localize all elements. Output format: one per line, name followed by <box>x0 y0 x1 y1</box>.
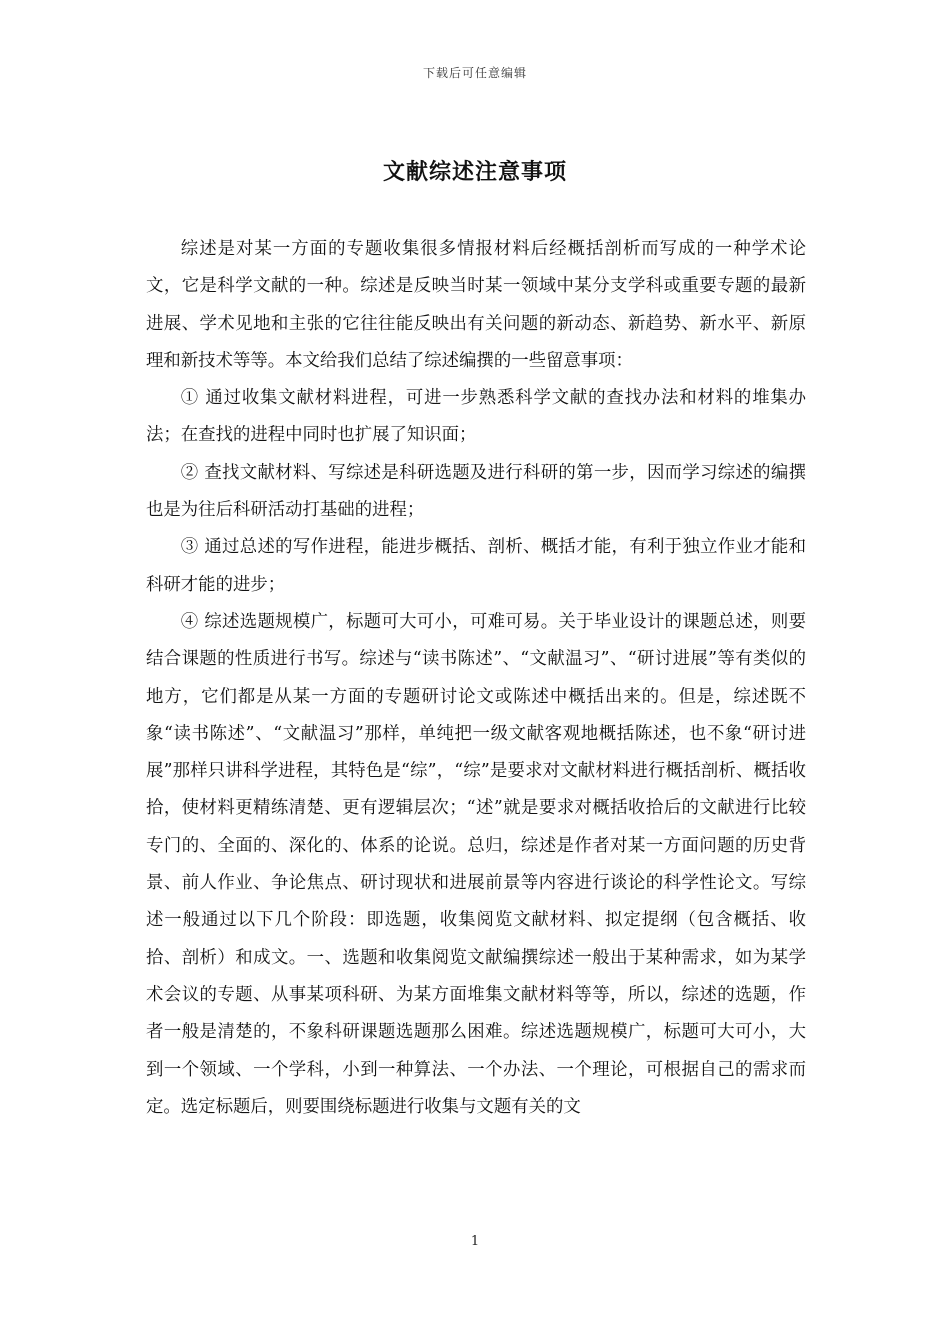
paragraph-item-3: ③ 通过总述的写作进程，能进步概括、剖析、概括才能，有利于独立作业才能和科研才能的进步； <box>146 537 806 595</box>
header-note: 下载后可任意编辑 <box>422 66 527 80</box>
paragraph-item-4: ④ 综述选题规模广，标题可大可小，可难可易。关于毕业设计的课题总述，则要结合课题的性质进行书写。综述与“读书陈述”、“文献温习”、“研讨进展”等有类似的地方，它们都是从某一方面的专题研讨论文或陈述中概括出来的。但是，综述既不象“读书陈述”、“文献温习”那样，单纯把一级文献客观地概括陈述，也不象“研讨进展”那样只讲科学进程，其特色是“综”，“综”是要求对文献材料进行概括剖析、概括收拾，使材料更精练清楚、更有逻辑层次；“述”就是要求对概括收拾后的文献进行比较专门的、全面的、深化的、体系的论说。总归，综述是作者对某一方面问题的历史背景、前人作业、争论焦点、研讨现状和进展前景等内容进行谈论的科学性论文。写综述一般通过以下几个阶段：即选题，收集阅览文献材料、拟定提纲（包含概括、收拾、剖析）和成文。一、选题和收集阅览文献编撰综述一般出于某种需求，如为某学术会议的专题、从事某项科研、为某方面堆集文献材料等等，所以，综述的选题，作者一般是清楚的，不象科研课题选题那么困难。综述选题规模广，标题可大可小，大到一个领域、一个学科，小到一种算法、一个办法、一个理论，可根据自己的需求而定。选定标题后，则要围绕标题进行收集与文题有关的文 <box>146 611 806 1117</box>
document-title: 文献综述注意事项 <box>382 159 567 185</box>
paragraph-item-2: ② 查找文献材料、写综述是科研选题及进行科研的第一步，因而学习综述的编撰也是为往后科研活动打基础的进程； <box>146 462 806 521</box>
paragraph-item-1: ① 通过收集文献材料进程，可进一步熟悉科学文献的查找办法和材料的堆集办法；在查找的进程中同时也扩展了知识面； <box>146 388 806 446</box>
paragraph-intro: 综述是对某一方面的专题收集很多情报材料后经概括剖析而写成的一种学术论文，它是科学文献的一种。综述是反映当时某一领域中某分支学科或重要专题的最新进展、学术见地和主张的它往往能反映出有关问题的新动态、新趋势、新水平、新原理和新技术等等。本文给我们总结了综述编撰的一些留意事项： <box>146 239 806 371</box>
page-number: 1 <box>470 1234 480 1249</box>
document-body <box>146 231 806 1126</box>
